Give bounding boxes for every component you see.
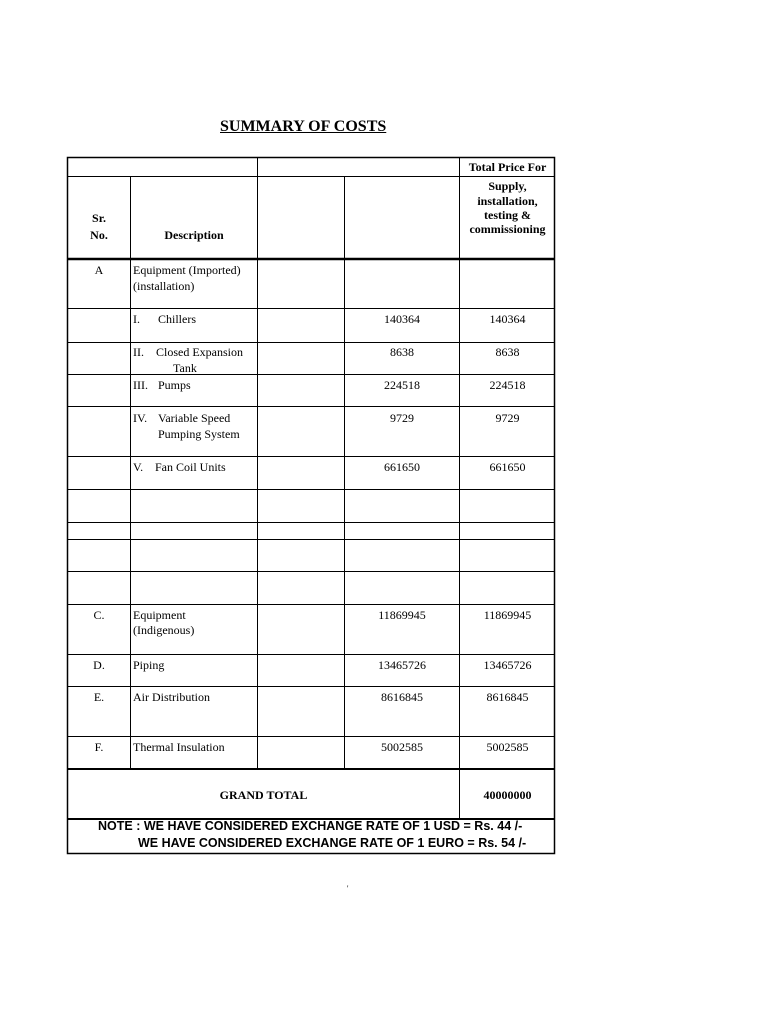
row-ii-prefix: II.: [133, 345, 144, 359]
row-iii-prefix: III.: [133, 378, 148, 392]
row-c-desc-1: Equipment: [133, 608, 186, 622]
header-total-price-detail-3: testing &: [484, 208, 531, 222]
note-euro-rate: WE HAVE CONSIDERED EXCHANGE RATE OF 1 EURO = Rs. 54 /-: [138, 836, 527, 850]
row-c-desc-2: (Indigenous): [133, 623, 195, 637]
header-total-price-for: Total Price For: [468, 160, 547, 174]
row-e-sr: E.: [93, 690, 105, 704]
row-e-total: 8616845: [486, 690, 529, 704]
row-c-sr: C.: [93, 608, 105, 622]
row-ii-total: 8638: [495, 345, 520, 359]
row-a-desc-2: (installation): [133, 279, 195, 293]
header-total-price-detail-4: commissioning: [469, 222, 546, 236]
row-iv-value: 9729: [390, 411, 414, 425]
row-v-total: 661650: [489, 460, 526, 474]
row-f-desc: Thermal Insulation: [133, 740, 225, 754]
grand-total-label: GRAND TOTAL: [219, 788, 308, 802]
row-v-value: 661650: [384, 460, 420, 474]
footer-mark: ': [347, 884, 349, 893]
row-iv-desc-1: Variable Speed: [158, 411, 231, 425]
row-iv-prefix: IV.: [133, 411, 148, 425]
row-iv-desc-2: Pumping System: [158, 427, 240, 441]
row-a-desc-1: Equipment (Imported): [133, 263, 241, 277]
row-ii-desc-1: Closed Expansion: [156, 345, 243, 359]
row-d-sr: D.: [93, 658, 105, 672]
row-c-value: 11869945: [378, 608, 426, 622]
row-d-desc: Piping: [133, 658, 165, 672]
row-i-value: 140364: [384, 312, 420, 326]
row-iv-total: 9729: [495, 411, 520, 425]
row-d-value: 13465726: [378, 658, 426, 672]
row-f-total: 5002585: [486, 740, 529, 754]
row-iii-total: 224518: [489, 378, 526, 392]
row-ii-value: 8638: [390, 345, 414, 359]
row-e-value: 8616845: [381, 690, 423, 704]
row-d-total: 13465726: [483, 658, 532, 672]
header-description: Description: [164, 228, 224, 242]
row-v-prefix: V.: [133, 460, 144, 474]
row-f-value: 5002585: [381, 740, 423, 754]
row-i-total: 140364: [489, 312, 526, 326]
row-c-total: 11869945: [483, 608, 532, 622]
row-v-desc: Fan Coil Units: [155, 460, 226, 474]
header-no: No.: [90, 228, 108, 242]
grand-total-value: 40000000: [483, 788, 532, 802]
page-title: SUMMARY OF COSTS: [220, 118, 387, 135]
row-a-sr: A: [94, 263, 104, 277]
row-i-prefix: I.: [133, 312, 140, 326]
row-iii-desc: Pumps: [158, 378, 191, 392]
row-f-sr: F.: [94, 740, 104, 754]
row-iii-value: 224518: [384, 378, 420, 392]
header-sr: Sr.: [92, 211, 106, 225]
header-total-price-detail-2: installation,: [477, 194, 538, 208]
row-ii-desc-2: Tank: [173, 361, 197, 375]
note-usd-rate: NOTE : WE HAVE CONSIDERED EXCHANGE RATE OF 1 USD = Rs. 44 /-: [98, 819, 523, 833]
row-i-desc: Chillers: [158, 312, 196, 326]
row-e-desc: Air Distribution: [133, 690, 210, 704]
header-total-price-detail-1: Supply,: [488, 179, 527, 193]
